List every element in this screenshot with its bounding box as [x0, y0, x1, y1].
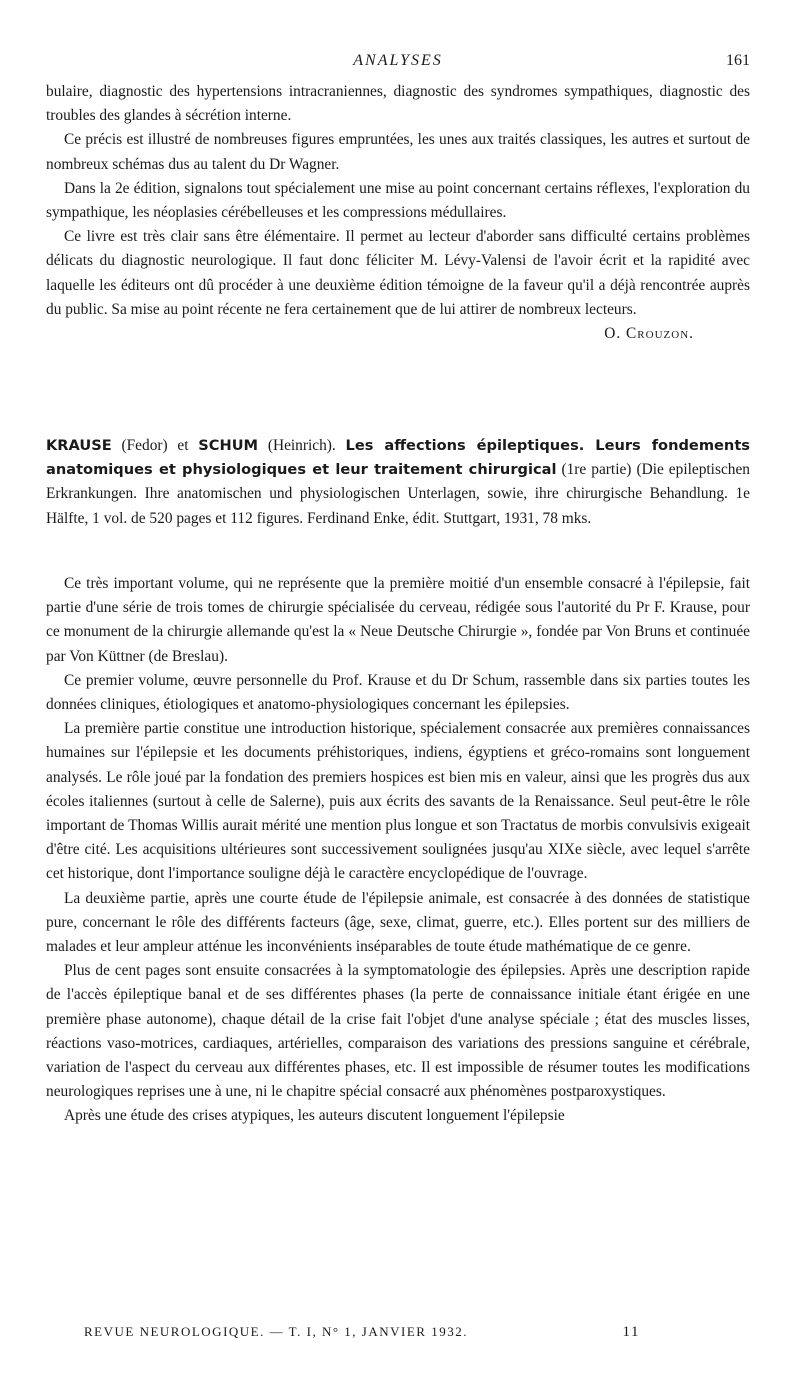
review-krause-schum-body [46, 572, 750, 1129]
book-title: Les affections épileptiques. Leurs fondements anatomiques et physiologiques et leur traitement chirurgical [46, 437, 750, 479]
paragraph: Ce premier volume, œuvre personnelle du Prof. Krause et du Dr Schum, rassemble dans six parties toutes les données cliniques, étiologiques et anatomo-physiologiques concernant les épilepsies. [46, 671, 750, 714]
paragraph: Après une étude des crises atypiques, les auteurs discutent longuement l'épilepsie [64, 1107, 565, 1125]
author-connector: et [177, 437, 189, 454]
journal-citation: REVUE NEUROLOGIQUE. — T. I, N° 1, JANVIER 1932. [84, 1324, 468, 1339]
paragraph: La première partie constitue une introduction historique, spécialement consacrée aux premières connaissances humaines sur l'épilepsie et les documents préhistoriques, indiens, égyptiens et gréco-romains sont longuement analysés. Le rôle joué par la fondation des premiers hospices est bien mis en valeur, ainsi que les progrès dus aux écoles italiennes (surtout à celle de Salerne), puis aux écrits des savants de la Renaissance. Seul peut-être le rôle important de Thomas Willis aurait mérité une mention plus longue et son Tractatus de morbis convulsivis exigeait d'être cité. Les acquisitions ultérieures sont successivement soulignées jusqu'au XIXe siècle, avec lequel s'arrête cet historique, dont l'importance souligne déjà le caractère encyclopédique de l'ouvrage. [46, 720, 750, 883]
edition-part: (1re partie) [561, 461, 632, 479]
author-first-name: (Heinrich). [267, 437, 336, 454]
original-title: (Die epileptischen Erkrankungen. Ihre anatomischen und physiologischen Unterlagen, sowie, ihre chirurgische Behandlung. 1e Hälfte, 1 vol. de 520 pages et 112 figures. Ferdinand Enke, édit. Stuttgart, 1931, 78 mks. [46, 461, 751, 527]
paragraph: La deuxième partie, après une courte étude de l'épilepsie animale, est consacrée à des données de statistique pure, concernant le rôle des différents facteurs (âge, sexe, climat, guerre, etc.). Elles portent sur des milliers de malades et leur ampleur atténue les inconvénients inséparables de toute étude mathématique de ce genre. [46, 889, 750, 956]
book-entry-krause-schum [46, 434, 750, 531]
paragraph: Ce livre est très clair sans être élémentaire. Il permet au lecteur d'aborder sans difficulté certains problèmes délicats du diagnostic neurologique. Il faut donc féliciter M. Lévy-Valensi de l'avoir écrit et la rapidité avec laquelle les éditeurs ont dû procéder à une deuxième édition témoigne de la faveur qu'il a déjà rencontrée auprès du public. Sa mise au point récente ne fera certainement que de lui attirer de nombreux lecteurs. [46, 228, 750, 318]
page-number: 161 [726, 52, 750, 69]
reviewer-signature: O. Crouzon. [604, 325, 694, 343]
author-first-name: (Fedor) [121, 437, 168, 454]
paragraph: Plus de cent pages sont ensuite consacrées à la symptomatologie des épilepsies. Après une description rapide de l'accès épileptique banal et de ses différentes phases (la perte de connaissance initiale étant érigée en une première phase autonome), chaque détail de la crise fait l'objet d'une analyse spéciale ; état des muscles lisses, réactions vaso-motrices, cardiaques, artérielles, comparaison des variations des pressions sanguine et cérébrale, variation de l'aspect du cerveau aux différentes phases, etc. Il est impossible de résumer toutes les modifications neurologiques reprises une à une, ni le chapitre spécial consacré aux phénomènes postparoxystiques. [46, 962, 750, 1101]
paragraph: Ce très important volume, qui ne représente que la première moitié d'un ensemble consacré à l'épilepsie, fait partie d'une série de trois tomes de chirurgie spécialisée du cerveau, rédigée sous l'autorité du Pr F. Krause, pour ce monument de la chirurgie allemande qu'est la « Neue Deutsche Chirurgie », fondée par Von Bruns et continuée par Von Küttner (de Breslau). [46, 575, 750, 665]
author-name: SCHUM [198, 437, 259, 454]
bibliographic-heading [46, 434, 750, 531]
running-header [46, 52, 750, 74]
author-name: KRAUSE [46, 437, 112, 454]
page-footer [46, 1324, 750, 1346]
review-crouzon [46, 80, 750, 346]
paragraph: bulaire, diagnostic des hypertensions intracraniennes, diagnostic des syndromes sympathiques, diagnostic des troubles des glandes à sécrétion interne. [46, 83, 750, 125]
paragraph: Dans la 2e édition, signalons tout spécialement une mise au point concernant certains réflexes, l'exploration du sympathique, les néoplasies cérébelleuses et les compressions médullaires. [46, 179, 750, 222]
running-title: ANALYSES [353, 52, 443, 69]
sheet-number: 11 [622, 1324, 640, 1340]
paragraph: Ce précis est illustré de nombreuses figures empruntées, les unes aux traités classiques, les autres et surtout de nombreux schémas dus au talent du Dr Wagner. [46, 131, 750, 173]
